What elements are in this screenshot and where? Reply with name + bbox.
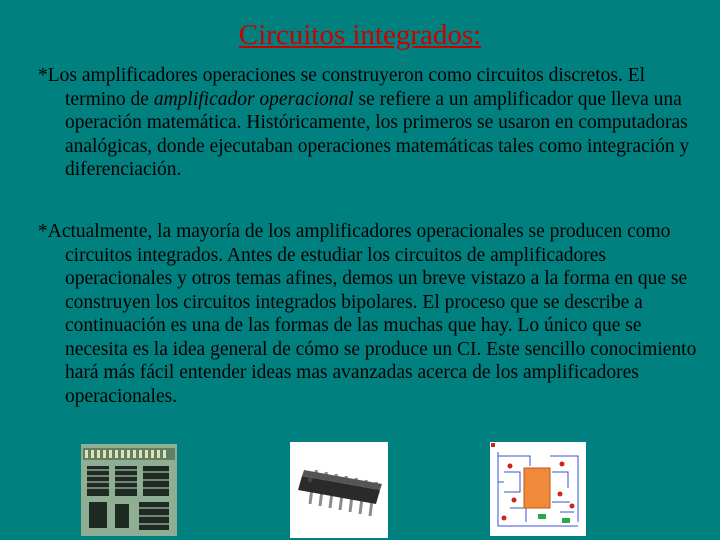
- paragraph1-text-before: *Los amplificadores operaciones se construyeron como circuitos discretos. El termino de: [38, 65, 646, 110]
- slide-title: Circuitos integrados:: [238, 19, 482, 51]
- paragraph1-emphasis: amplificador operacional: [153, 88, 354, 110]
- paragraph-discrete-opamps: [38, 64, 705, 182]
- circuit-board-photo-icon: [81, 444, 177, 536]
- dip-chip-photo-icon: [290, 442, 388, 538]
- paragraph-integrated-circuits: *Actualmente, la mayoría de los amplificadores operacionales se producen como circuitos integrados. Antes de estudiar los circuitos de amplificadores operacionales y otros temas afines, demos un breve vistazo a la forma en que se construyen los circuitos integrados bipolares. El proceso que se describe a continuación es una de las formas de las muchas que hay. Lo único que se necesita es la idea general de cómo se produce un CI. Este sencillo conocimiento hará más fácil entender ideas mas avanzadas acerca de los amplificadores operacionales.: [38, 221, 697, 407]
- paragraph1-text-after: se refiere a un amplificador que lleva una operación matemática. Históricamente, los primeros se usaron en computadoras analógicas, donde ejecutaban operaciones matemáticas tales como integración y diferenciación.: [65, 88, 690, 180]
- circuit-schematic-icon: [490, 442, 586, 536]
- image-strip: [0, 440, 720, 540]
